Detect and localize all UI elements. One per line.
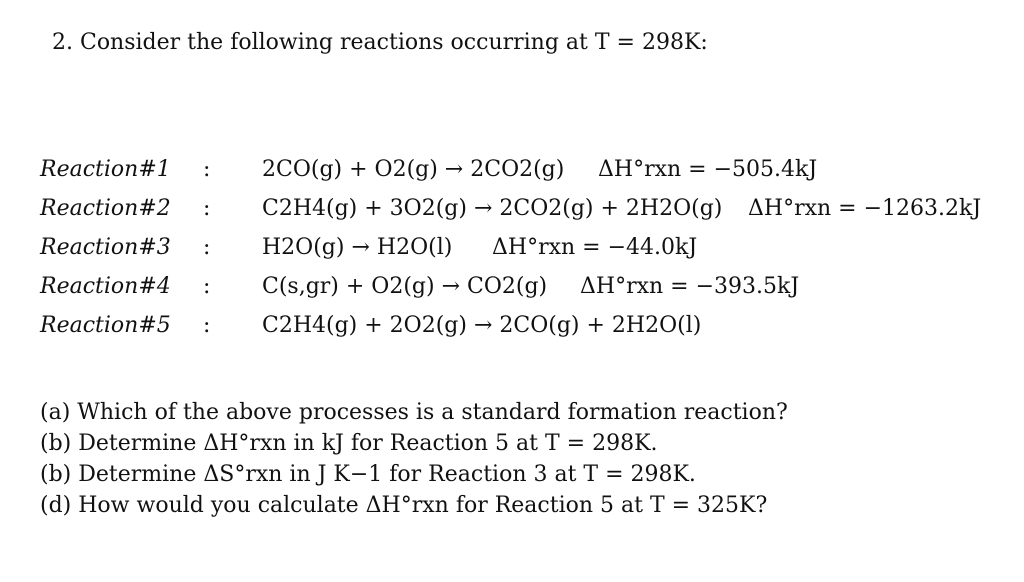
colon: : <box>203 157 211 182</box>
reaction-label: Reaction#3 <box>40 235 171 260</box>
reaction-row <box>0 274 1024 308</box>
reaction-equation: C(s,gr) + O2(g) → CO2(g) <box>262 274 548 299</box>
question-item: (a) Which of the above processes is a standard formation reaction? <box>40 400 788 425</box>
reaction-label: Reaction#2 <box>40 196 171 221</box>
reaction-equation: 2CO(g) + O2(g) → 2CO2(g) <box>262 157 565 182</box>
reaction-label: Reaction#5 <box>40 313 171 338</box>
enthalpy-value: ΔH°rxn = −1263.2kJ <box>748 196 982 221</box>
question-title: 2. Consider the following reactions occurring at T = 298K: <box>52 30 708 55</box>
enthalpy-value: ΔH°rxn = −505.4kJ <box>598 157 818 182</box>
reaction-row <box>0 235 1024 269</box>
reaction-row <box>0 313 1024 347</box>
colon: : <box>203 274 211 299</box>
question-item: (b) Determine ΔS°rxn in J K−1 for Reaction 3 at T = 298K. <box>40 462 696 487</box>
question-item: (b) Determine ΔH°rxn in kJ for Reaction 5 at T = 298K. <box>40 431 658 456</box>
question-list <box>40 400 788 524</box>
enthalpy-value: ΔH°rxn = −44.0kJ <box>492 235 698 260</box>
reaction-equation: C2H4(g) + 2O2(g) → 2CO(g) + 2H2O(l) <box>262 313 702 338</box>
colon: : <box>203 313 211 338</box>
colon: : <box>203 196 211 221</box>
reaction-row <box>0 196 1024 230</box>
reaction-equation: H2O(g) → H2O(l) <box>262 235 453 260</box>
reaction-label: Reaction#4 <box>40 274 171 299</box>
colon: : <box>203 235 211 260</box>
enthalpy-value: ΔH°rxn = −393.5kJ <box>580 274 800 299</box>
reaction-equation: C2H4(g) + 3O2(g) → 2CO2(g) + 2H2O(g) <box>262 196 723 221</box>
reaction-row <box>0 157 1024 191</box>
reaction-label: Reaction#1 <box>40 157 171 182</box>
question-item: (d) How would you calculate ΔH°rxn for Reaction 5 at T = 325K? <box>40 493 768 518</box>
